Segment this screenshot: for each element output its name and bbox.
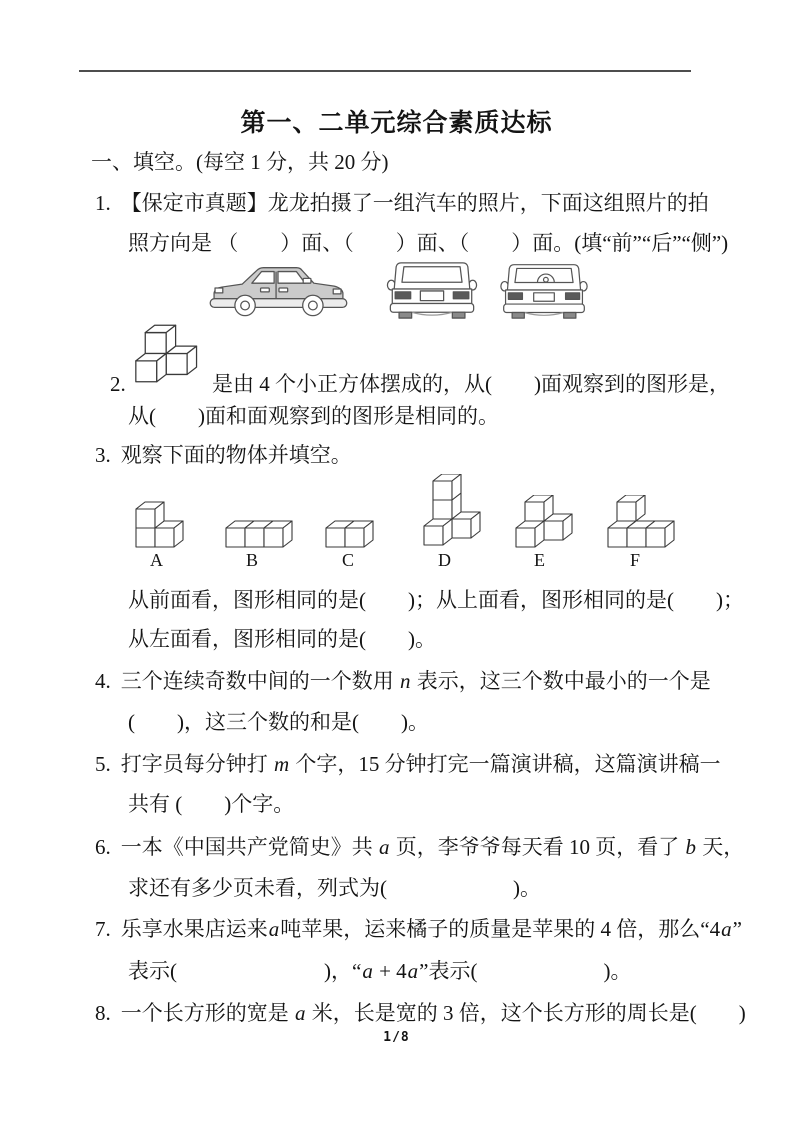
car-side-view-figure (204, 258, 352, 320)
figure-label-e: E (534, 550, 545, 570)
question-7-text: + 4 (373, 959, 407, 983)
variable-n: n (400, 669, 411, 693)
question-8-text: 米，长是宽的 3 倍，这个长方形的周长是( ) (306, 1001, 746, 1025)
question-7-text: 吨苹果，运来橘子的质量是苹果的 4 倍，那么“4 (280, 917, 721, 941)
page-number: 1/8 (383, 1030, 410, 1045)
car-rear-view-figure (383, 258, 481, 320)
figure-label-d: D (438, 550, 451, 570)
question-7-text: ”表示( )。 (419, 959, 632, 983)
car-bumper (390, 304, 473, 313)
question-6-line-2: 求还有多少页未看，列式为( )。 (128, 876, 541, 900)
car-wheel (564, 313, 576, 319)
variable-a: a (379, 835, 390, 859)
cube-figure-a (132, 495, 188, 551)
variable-b: b (685, 835, 696, 859)
question-4-text: 三个连续奇数中间的一个数用 (120, 669, 399, 693)
car-mirror (303, 278, 311, 283)
cube-face (166, 354, 187, 375)
car-grille (534, 293, 555, 301)
question-5-number: 5. (95, 752, 111, 776)
question-4-text: 表示，这三个数中最小的一个是 (411, 669, 711, 693)
question-5-line-2: 共有 ( )个字。 (128, 792, 295, 816)
question-4-line-2: ( )，这三个数的和是( )。 (128, 710, 429, 734)
question-3-line-1 (95, 443, 352, 467)
question-4-number: 4. (95, 669, 111, 693)
question-1-line-2: 照方向是 （ ）面、（ ）面、（ ）面。(填“前”“后”“侧”) (128, 231, 729, 255)
question-3-text-1: 观察下面的物体并填空。 (120, 443, 352, 467)
car-tail-light (395, 292, 411, 299)
question-2-line-1: 是由 4 个小正方体摆成的，从( )面观察到的图形是， (212, 372, 730, 396)
question-3-line-3: 从左面看，图形相同的是( )。 (128, 627, 436, 651)
variable-a: a (295, 1001, 306, 1025)
question-8-text: 一个长方形的宽是 (120, 1001, 294, 1025)
question-7-number: 7. (95, 917, 111, 941)
variable-a: a (721, 917, 732, 941)
question-4-line-1 (95, 669, 711, 693)
cube-figure-d (418, 474, 484, 548)
steering-wheel-hub (544, 277, 549, 282)
car-wheel (399, 312, 412, 318)
top-rule-divider (79, 70, 691, 72)
page-title: 第一、二单元综合素质达标 (240, 109, 553, 137)
question-6-line-1 (95, 835, 744, 859)
question-1-text-1: 【保定市真题】龙龙拍摄了一组汽车的照片，下面这组照片的拍 (120, 191, 709, 215)
variable-m: m (274, 752, 290, 776)
car-wheel (512, 313, 524, 319)
question-3-number: 3. (95, 443, 111, 467)
car-head-light (508, 293, 522, 300)
question-5-text: 打字员每分钟打 (120, 752, 273, 776)
car-door-handle (279, 288, 288, 292)
car-front-view-figure (498, 260, 590, 320)
car-wheel-hub (309, 301, 318, 310)
figure-label-c: C (342, 550, 355, 570)
cube-figure-f (604, 495, 678, 551)
car-tail-light (453, 292, 469, 299)
question-2-line-2: 从( )面和面观察到的图形是相同的。 (128, 404, 499, 428)
figure-label-a: A (150, 550, 163, 570)
cube-figure-c (322, 495, 378, 551)
figure-label-b: B (246, 550, 259, 570)
question-5-line-1 (95, 752, 721, 776)
question-7-line-1 (95, 917, 742, 941)
question-7-text: ” (732, 917, 742, 941)
question-6-text: 一本《中国共产党简史》共 (120, 835, 378, 859)
question-3-line-2: 从前面看，图形相同的是( )；从上面看，图形相同的是( )； (128, 588, 744, 612)
car-door-handle (261, 288, 270, 292)
question-2-cubes-figure (122, 320, 202, 387)
question-7-text: 表示( )，“ (128, 959, 362, 983)
question-6-number: 6. (95, 835, 111, 859)
cube-face (145, 333, 166, 354)
car-wheel (452, 312, 465, 318)
question-8-number: 8. (95, 1001, 111, 1025)
section-1-heading: 一、填空。(每空 1 分，共 20 分) (91, 150, 389, 174)
question-7-text: 乐享水果店运来 (120, 917, 268, 941)
car-bumper (210, 299, 347, 308)
question-8-line-1 (95, 1001, 746, 1025)
car-license-plate (420, 291, 443, 301)
car-wheel-hub (241, 301, 250, 310)
variable-a: a (407, 959, 419, 983)
cube-face (136, 361, 157, 382)
question-1-number: 1. (95, 191, 111, 215)
question-7-line-2 (128, 959, 631, 983)
variable-a: a (268, 917, 280, 941)
question-1-line-1 (95, 191, 709, 215)
question-2-number: 2. (110, 372, 126, 396)
question-5-text: 个字，15 分钟打完一篇演讲稿，这篇演讲稿一 (290, 752, 721, 776)
car-tail-light (215, 288, 223, 293)
car-bumper (504, 304, 585, 312)
car-head-light (566, 293, 580, 300)
cube-figure-e (512, 495, 576, 551)
car-head-light (333, 289, 341, 294)
cube-figure-b (222, 495, 296, 551)
variable-a: a (362, 959, 373, 983)
question-6-text: 天， (697, 835, 745, 859)
question-6-text: 页，李爷爷每天看 10 页，看了 (390, 835, 685, 859)
figure-label-f: F (630, 550, 641, 570)
car-rear-window (402, 267, 462, 283)
